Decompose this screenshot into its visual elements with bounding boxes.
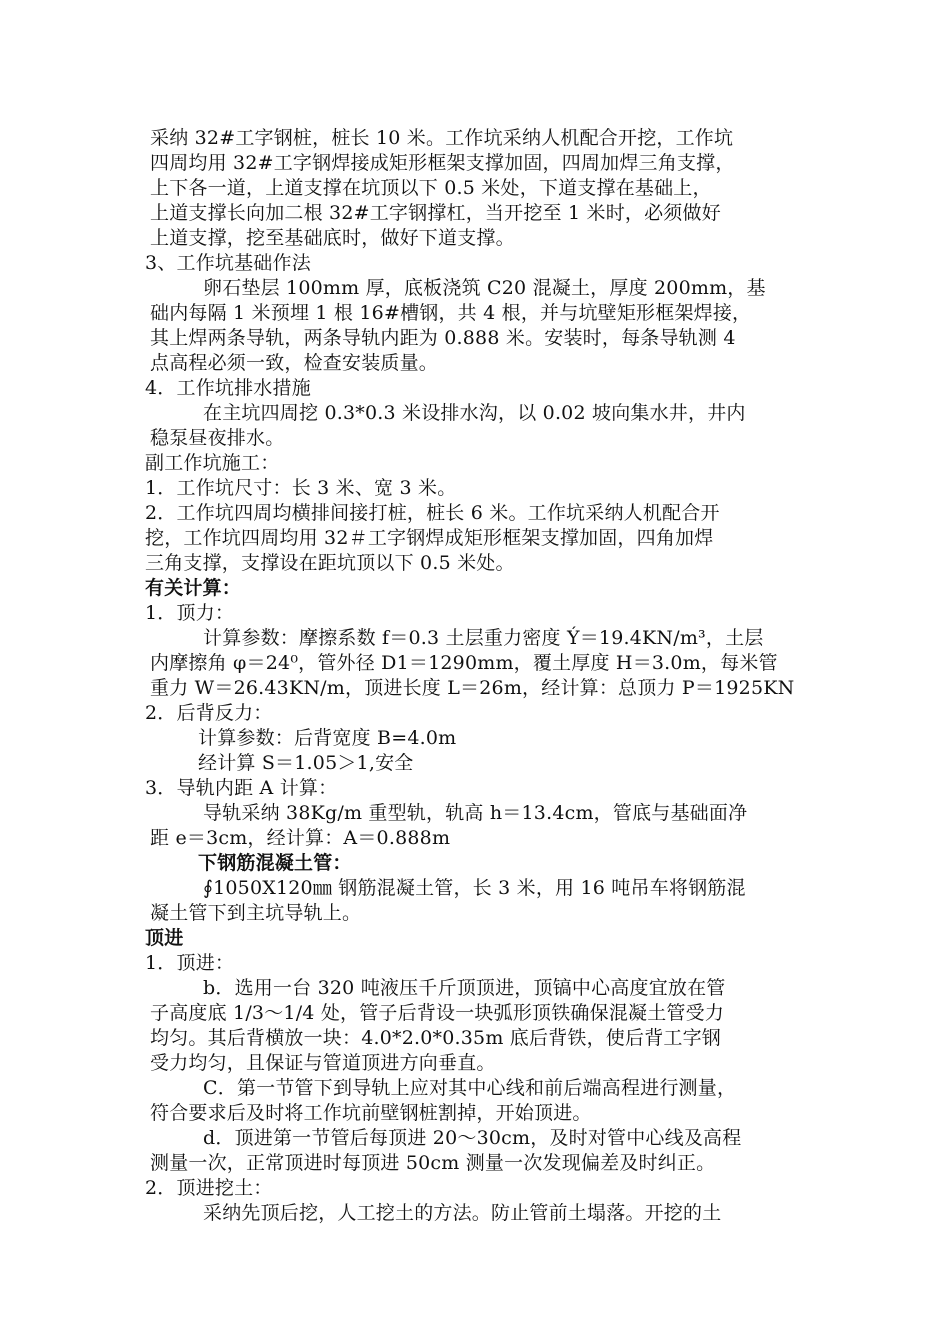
text-line: 均匀。其后背横放一块：4.0*2.0*0.35m 底后背铁，使后背工字钢: [150, 1027, 721, 1049]
text-line: 重力 W＝26.43KN/m，顶进长度 L＝26m，经计算：总顶力 P＝1925KN: [150, 677, 795, 699]
text-line: 子高度底 1/3～1/4 处，管子后背设一块弧形顶铁确保混凝土管受力: [150, 1002, 725, 1024]
text-line: 计算参数：摩擦系数 f＝0.3 土层重力密度 Ý＝19.4KN/m³，土层: [203, 627, 764, 649]
text-line: 1．顶力：: [145, 602, 235, 624]
text-line: 上下各一道，上道支撑在坑顶以下 0.5 米处，下道支撑在基础上，: [150, 177, 712, 199]
text-line: 2．顶进挖土：: [145, 1177, 273, 1199]
text-line: 2．工作坑四周均横排间接打桩，桩长 6 米。工作坑采纳人机配合开: [145, 502, 720, 524]
text-line: 础内每隔 1 米预埋 1 根 16#槽钢，共 4 根，并与坑壁矩形框架焊接，: [150, 302, 752, 324]
text-line: 受力均匀，且保证与管道顶进方向垂直。: [150, 1052, 496, 1074]
text-line: 采纳 32#工字钢桩，桩长 10 米。工作坑采纳人机配合开挖，工作坑: [150, 127, 734, 149]
text-line: 四周均用 32#工字钢焊接成矩形框架支撑加固，四周加焊三角支撑，: [150, 152, 735, 174]
text-line: 在主坑四周挖 0.3*0.3 米设排水沟，以 0.02 坡向集水井，井内: [203, 402, 746, 424]
text-line: 3．导轨内距 A 计算：: [145, 777, 338, 799]
text-line: b．选用一台 320 吨液压千斤顶顶进，顶镐中心高度宜放在管: [203, 977, 726, 999]
text-line: C．第一节管下到导轨上应对其中心线和前后端高程进行测量，: [203, 1077, 737, 1099]
text-line: 上道支撑长向加二根 32#工字钢撑杠，当开挖至 1 米时，必须做好: [150, 202, 721, 224]
text-line: 1．工作坑尺寸：长 3 米、宽 3 米。: [145, 477, 457, 499]
bold-heading: 顶进: [145, 927, 184, 949]
text-line: 计算参数：后背宽度 B=4.0m: [198, 727, 457, 749]
text-line: 符合要求后及时将工作坑前壁钢桩割掉，开始顶进。: [150, 1102, 592, 1124]
text-line: 距 e＝3cm，经计算：A＝0.888m: [150, 827, 451, 849]
text-line: 1．顶进：: [145, 952, 235, 974]
text-line: d．顶进第一节管后每顶进 20～30cm，及时对管中心线及高程: [203, 1127, 742, 1149]
text-line: 卵石垫层 100mm 厚，底板浇筑 C20 混凝土，厚度 200mm，基: [203, 277, 766, 299]
text-line: 其上焊两条导轨，两条导轨内距为 0.888 米。安装时，每条导轨测 4: [150, 327, 736, 349]
text-line: ∮1050X120㎜ 钢筋混凝土管，长 3 米，用 16 吨吊车将钢筋混: [203, 877, 746, 899]
text-line: 采纳先顶后挖，人工挖土的方法。防止管前土塌落。开挖的土: [203, 1202, 722, 1224]
bold-heading: 有关计算：: [145, 577, 242, 599]
section-heading: 副工作坑施工：: [145, 452, 280, 474]
text-line: 凝土管下到主坑导轨上。: [150, 902, 362, 924]
text-line: 三角支撑，支撑设在距坑顶以下 0.5 米处。: [145, 552, 515, 574]
text-line: 点高程必须一致，检查安装质量。: [150, 352, 439, 374]
bold-heading: 下钢筋混凝土管：: [198, 852, 352, 874]
text-line: 挖，工作坑四周均用 32＃工字钢焊成矩形框架支撑加固，四角加焊: [145, 527, 714, 549]
text-line: 内摩擦角 φ＝24⁰，管外径 D1＝1290mm，覆土厚度 H＝3.0m，每米管: [150, 652, 778, 674]
section-heading: 4．工作坑排水措施: [145, 377, 311, 399]
text-line: 稳泵昼夜排水。: [150, 427, 285, 449]
text-line: 2．后背反力：: [145, 702, 273, 724]
text-line: 测量一次，正常顶进时每顶进 50cm 测量一次发现偏差及时纠正。: [150, 1152, 716, 1174]
text-line: 导轨采纳 38Kg/m 重型轨，轨高 h＝13.4cm，管底与基础面净: [203, 802, 748, 824]
text-line: 上道支撑，挖至基础底时，做好下道支撑。: [150, 227, 515, 249]
text-line: 经计算 S＝1.05＞1,安全: [198, 752, 414, 774]
section-heading: 3、工作坑基础作法: [145, 252, 311, 274]
